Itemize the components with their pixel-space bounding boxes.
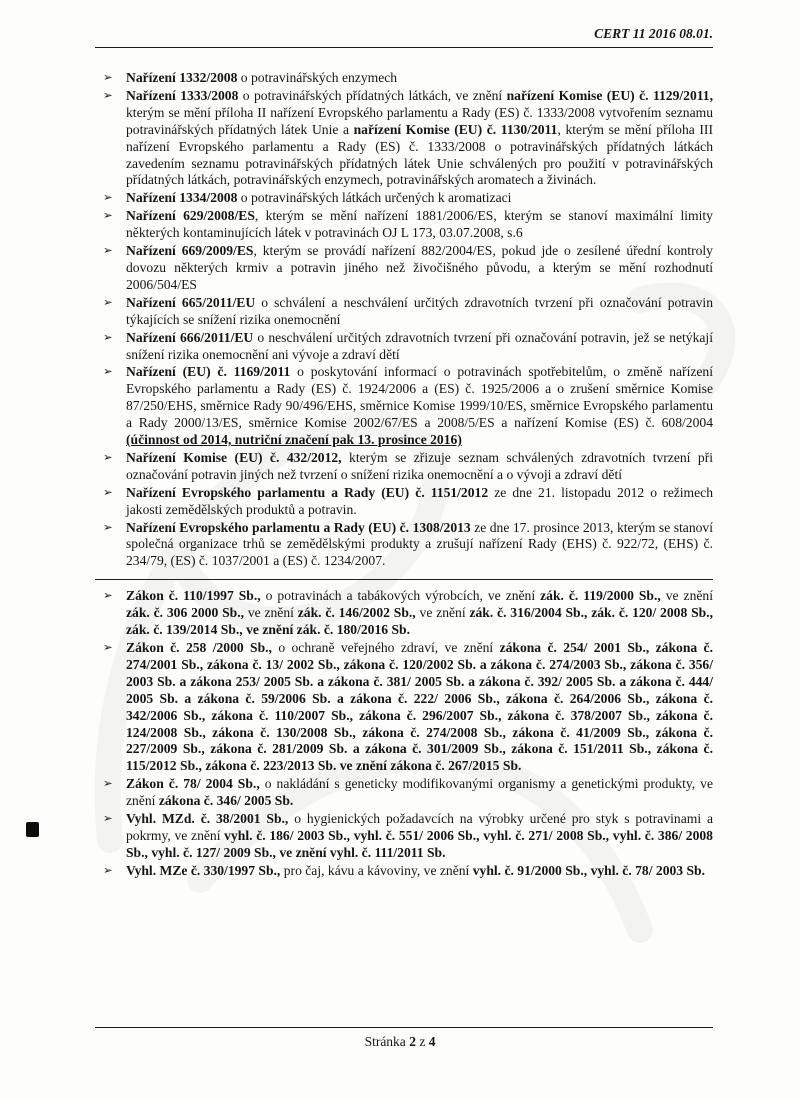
content-area xyxy=(95,70,713,881)
text-segment: vyhl. č. 91/2000 Sb., vyhl. č. 78/ 2003 Sb. xyxy=(472,862,705,878)
text-segment: Nařízení 629/2008/ES xyxy=(126,208,255,224)
list-item xyxy=(95,640,713,775)
arrow-bullet-icon: ➢ xyxy=(103,243,113,258)
footer-rule xyxy=(95,1027,713,1028)
arrow-bullet-icon: ➢ xyxy=(103,588,113,603)
text-segment: , kterým se mění nařízení 1881/2006/ES, kterým se stanoví maximální limity některých kontaminujících látek v potravinách OJ L 173, 03.07.2008, s.6 xyxy=(126,208,713,241)
list-item-text xyxy=(126,863,705,878)
text-segment: (účinnost od 2014, nutriční značení pak 13. prosince 2016) xyxy=(126,432,462,448)
list-item xyxy=(95,863,713,880)
arrow-bullet-icon: ➢ xyxy=(103,87,113,102)
text-segment: Vyhl. MZe č. 330/1997 Sb., xyxy=(126,862,281,878)
text-segment: Nařízení 1332/2008 xyxy=(126,70,238,85)
header-rule xyxy=(95,47,713,48)
doc-ref: CERT 11 2016 08.01. xyxy=(594,26,713,41)
text-segment: ve znění xyxy=(415,605,470,621)
list-item-text xyxy=(126,588,713,637)
header xyxy=(95,26,713,42)
text-segment: Vyhl. MZd. č. 38/2001 Sb., xyxy=(126,811,289,827)
text-segment: nařízení Komise (EU) č. 1129/2011, xyxy=(506,87,713,103)
arrow-bullet-icon: ➢ xyxy=(103,190,113,205)
regulations-list xyxy=(95,70,713,570)
arrow-bullet-icon: ➢ xyxy=(103,519,113,534)
footer-page-separator: z xyxy=(415,1034,429,1049)
text-segment: zákona č. 346/ 2005 Sb. xyxy=(158,793,294,809)
scan-artifact xyxy=(26,822,39,837)
laws-list xyxy=(95,588,713,879)
arrow-bullet-icon: ➢ xyxy=(103,640,113,654)
text-segment: kterým se zřizuje seznam schválených zdravotních tvrzení při označování potravin jiných než tvrzení o snížení rizika onemocnění a o vývoji a zdraví dětí xyxy=(126,449,713,482)
list-item-text xyxy=(126,364,713,447)
text-segment: Nařízení Komise (EU) č. 432/2012, xyxy=(126,449,342,465)
list-item xyxy=(95,70,713,87)
text-segment: Nařízení 1334/2008 xyxy=(126,190,238,206)
text-segment: zákona č. 254/ 2001 Sb., zákona č. 274/2001 Sb., zákona č. 13/ 2002 Sb., zákona č. 120/2002 Sb. a zákona č. 274/2003 Sb., zákona č. 356/ 2003 Sb. a zákona 253/ 2005 Sb. a zákona č. 381/ 2005 Sb. a zákona č. 392/ 2005 Sb. a zákona č. 444/ 2005 Sb. a zákona č. 59/2006 Sb. a zákona č. 222/ 2006 Sb., zákona č. 264/2006 Sb., zákona č. 342/2006 Sb., zákona č. 110/2007 Sb., zákona č. 296/2007 Sb., zákona č. 378/2007 Sb., zákona č. 124/2008 Sb., zákona č. 130/2008 Sb., zákona č. 274/2008 Sb., zákona č. 41/2009 Sb., zákona č. 227/2009 Sb., zákona č. 281/2009 Sb. a zákona č. 301/2009 Sb., zákona č. 151/2011 Sb., zákona č. 115/2012 Sb., zákona č. 223/2013 Sb. ve znění zákona č. 267/2015 Sb. xyxy=(126,640,713,774)
arrow-bullet-icon: ➢ xyxy=(103,70,113,84)
list-item xyxy=(95,295,713,329)
arrow-bullet-icon: ➢ xyxy=(103,862,113,877)
text-segment: Zákon č. 258 /2000 Sb., xyxy=(126,640,272,655)
section-separator-rule xyxy=(95,579,713,580)
list-item-text xyxy=(126,70,397,85)
text-segment: Zákon č. 78/ 2004 Sb., xyxy=(126,776,260,792)
list-item-text xyxy=(126,330,713,362)
list-item-text xyxy=(126,450,713,482)
list-item-text xyxy=(126,295,713,327)
arrow-bullet-icon: ➢ xyxy=(103,294,113,309)
text-segment: zák. č. 316/2004 Sb., zák. č. 120/ 2008 Sb., zák. č. 139/2014 Sb., ve znění zák. č. 180/2016 Sb. xyxy=(126,605,713,638)
text-segment: zák. č. 306 2000 Sb., xyxy=(126,605,244,621)
text-segment: Nařízení 669/2009/ES xyxy=(126,243,254,259)
text-segment: ze dne 21. listopadu 2012 o režimech jakosti zemědělských produktů a potravin. xyxy=(126,484,713,517)
text-segment: o nakládání s geneticky modifikovanými organismy a genetickými produkty, ve znění xyxy=(126,776,713,809)
list-item-text xyxy=(126,190,511,205)
list-item xyxy=(95,520,713,571)
list-item xyxy=(95,330,713,364)
footer-page-total: 4 xyxy=(428,1034,436,1049)
text-segment: , kterým se mění příloha III nařízení Evropského parlamentu a Rady (ES) č. 1333/2008 o potravinářských přídatných látkách zavedením seznamu potravinářských přídatných látek Unie schválených pro použití v potravinářských přídatných látkách, potravinářských enzymech, potravinářských aromatech a živinách. xyxy=(126,121,713,188)
arrow-bullet-icon: ➢ xyxy=(103,329,113,344)
arrow-bullet-icon: ➢ xyxy=(103,449,113,464)
text-segment: o neschválení určitých zdravotních tvrzení při označování potravin, jež se netýkají snížení rizika onemocnění ani vývoje a zdraví dětí xyxy=(126,329,713,362)
list-item-text xyxy=(126,811,713,860)
list-item xyxy=(95,776,713,810)
text-segment: ve znění xyxy=(660,588,713,604)
arrow-bullet-icon: ➢ xyxy=(103,811,113,826)
list-item-text xyxy=(126,243,713,292)
list-item xyxy=(95,88,713,189)
text-segment: Nařízení Evropského parlamentu a Rady (EU) č. 1151/2012 xyxy=(126,484,489,500)
arrow-bullet-icon: ➢ xyxy=(103,364,113,379)
footer-page-label xyxy=(0,1034,800,1050)
text-segment: , kterým se provádí nařízení 882/2004/ES, pokud jde o zesílené úřední kontroly dovozu některých krmiv a potravin jiného než živočišného původu, a kterým se mění rozhodnutí 2006/504/ES xyxy=(126,243,713,292)
list-item xyxy=(95,364,713,449)
text-segment: Nařízení (EU) č. 1169/2011 xyxy=(126,364,291,380)
list-item xyxy=(95,485,713,519)
text-segment: Zákon č. 110/1997 Sb., xyxy=(126,588,261,604)
list-item-text xyxy=(126,208,713,240)
list-item xyxy=(95,190,713,207)
text-segment: o poskytování informací o potravinách spotřebitelům, o změně nařízení Evropského parlamentu a Rady (ES) č. 1924/2006 a (ES) č. 1925/2006 a o zrušení směrnice Komise 87/250/EHS, směrnice Rady 90/496/EHS, směrnice Komise 1999/10/ES, směrnice Evropského parlamentu a Rady 2000/13/ES, směrnice Komise 2002/67/ES a 2008/5/ES a nařízení Komise (ES) č. 608/2004 xyxy=(126,364,713,431)
text-segment: Nařízení 666/2011/EU xyxy=(126,329,254,345)
list-item xyxy=(95,243,713,294)
text-segment: ze dne 17. prosince 2013, kterým se stanoví společná organizace trhů se zemědělskými produkty a zrušují nařízení Rady (EHS) č. 922/72, (EHS) č. 234/79, (ES) č. 1037/2001 a (ES) č. 1234/2007. xyxy=(126,519,714,569)
arrow-bullet-icon: ➢ xyxy=(103,776,113,791)
footer-page-number: 2 xyxy=(409,1034,416,1049)
text-segment: kterým se mění příloha II nařízení Evropského parlamentu a Rady (ES) č. 1333/2008 vytvořením seznamu potravinářských přídatných látek Unie a xyxy=(126,104,713,137)
text-segment: o hygienických požadavcích na výrobky určené pro styk s potravinami a pokrmy, ve znění xyxy=(126,811,713,843)
text-segment: o ochraně veřejného zdraví, ve znění xyxy=(271,640,500,655)
footer-page-prefix: Stránka xyxy=(364,1034,410,1049)
text-segment: zák. č. 119/2000 Sb., xyxy=(540,588,661,604)
list-item xyxy=(95,811,713,862)
text-segment: pro čaj, kávu a kávoviny, ve znění xyxy=(280,862,473,878)
text-segment: Nařízení 1333/2008 xyxy=(126,87,239,103)
text-segment: Nařízení 665/2011/EU xyxy=(126,294,256,310)
text-segment: vyhl. č. 186/ 2003 Sb., vyhl. č. 551/ 2006 Sb., vyhl. č. 271/ 2008 Sb., vyhl. č. 386/ 2008 Sb., vyhl. č. 127/ 2009 Sb., ve znění vyhl. č. 111/2011 Sb. xyxy=(126,827,713,860)
list-item-text xyxy=(126,640,713,773)
text-segment: o potravinářských přídatných látkách, ve znění xyxy=(238,87,507,103)
list-item-text xyxy=(126,88,713,188)
arrow-bullet-icon: ➢ xyxy=(103,484,113,499)
text-segment: zák. č. 146/2002 Sb., xyxy=(297,605,416,621)
list-item xyxy=(95,208,713,242)
arrow-bullet-icon: ➢ xyxy=(103,208,113,223)
text-segment: o potravinářských enzymech xyxy=(237,70,398,85)
text-segment: o potravinářských látkách určených k aromatizaci xyxy=(237,190,512,206)
list-item xyxy=(95,450,713,484)
list-item-text xyxy=(126,485,713,517)
text-segment: Nařízení Evropského parlamentu a Rady (EU) č. 1308/2013 xyxy=(126,519,471,535)
text-segment: nařízení Komise (EU) č. 1130/2011 xyxy=(353,121,558,137)
text-segment: o schválení a neschválení určitých zdravotních tvrzení při označování potravin týkajících se snížení rizika onemocnění xyxy=(126,294,713,327)
list-item-text xyxy=(126,520,713,569)
text-segment: ve znění xyxy=(244,605,298,621)
list-item-text xyxy=(126,776,713,808)
list-item xyxy=(95,588,713,639)
text-segment: o potravinách a tabákových výrobcích, ve znění xyxy=(260,588,541,604)
